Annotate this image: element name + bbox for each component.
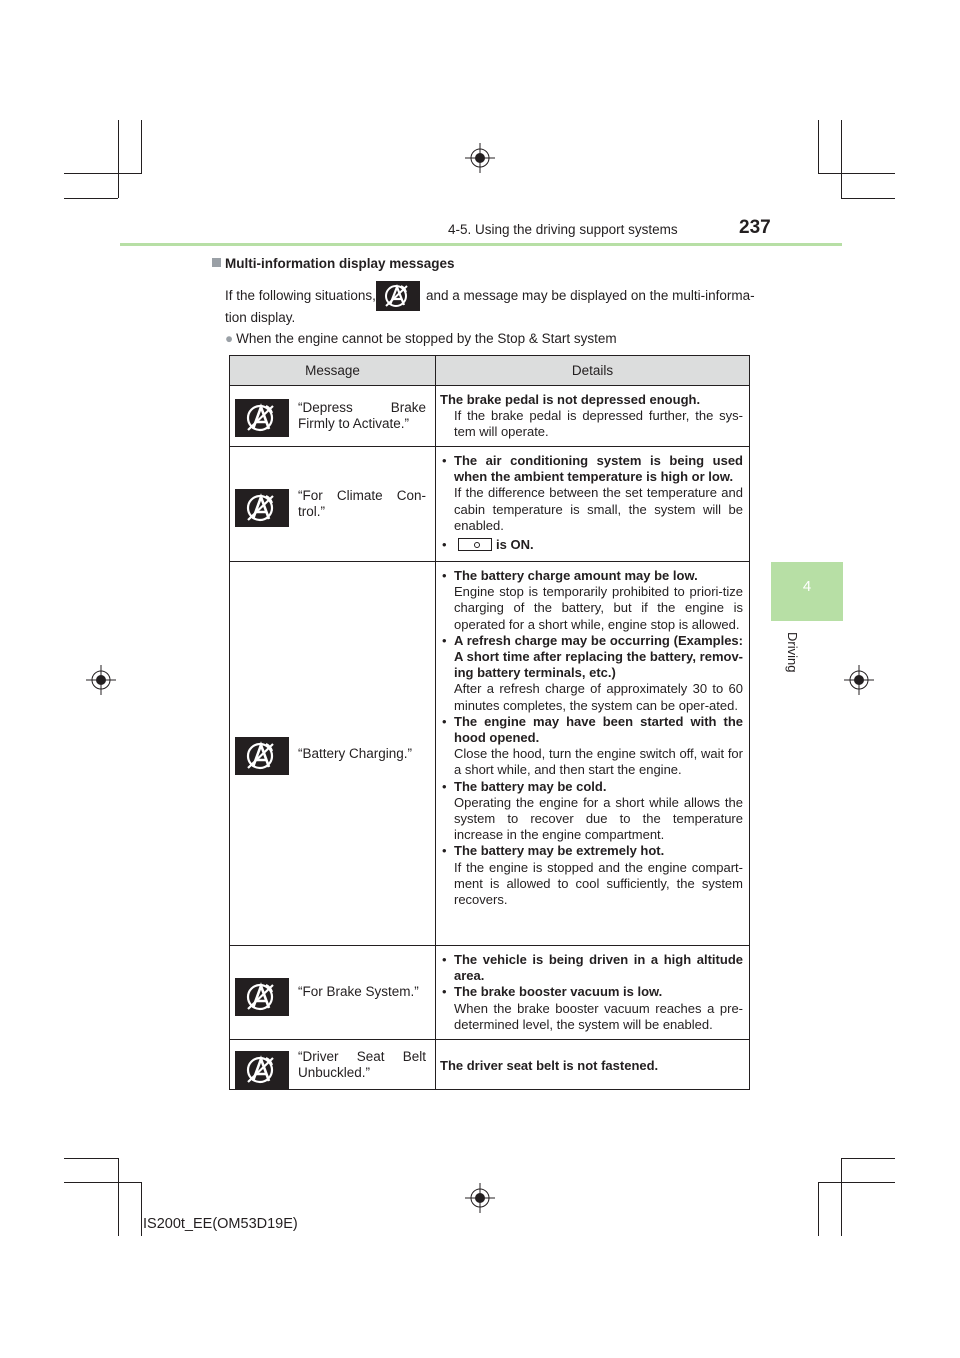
details-cell — [440, 568, 743, 908]
crop-mark — [64, 1158, 118, 1159]
section-title — [212, 256, 455, 271]
details-bold: The brake pedal is not depressed enough. — [440, 392, 701, 407]
stop-start-off-indicator-icon — [235, 399, 289, 437]
stop-start-off-indicator-icon — [235, 737, 289, 775]
crop-mark — [141, 1182, 142, 1236]
details-item: • The battery may be cold. Operating the engine for a short while allows the system to recover due to the temperature increase in the engine compartment. — [440, 779, 743, 844]
crop-mark — [141, 120, 142, 174]
details-cell — [440, 453, 743, 553]
details-bold: The driver seat belt is not fastened. — [440, 1058, 659, 1073]
message-text: “For Climate Con-trol.” — [298, 488, 426, 519]
chapter-number: 4 — [802, 578, 812, 595]
details-item: • is ON. — [440, 537, 743, 553]
message-text: “For Brake System.” — [298, 984, 419, 999]
message-text: “Driver Seat Belt Unbuckled.” — [298, 1049, 426, 1080]
crop-mark — [841, 120, 842, 198]
stop-start-off-indicator-icon — [235, 489, 289, 527]
stop-start-off-indicator-icon — [235, 978, 289, 1016]
row-divider — [230, 561, 749, 562]
document-code: IS200t_EE(OM53D19E) — [143, 1216, 298, 1232]
registration-mark-icon — [844, 665, 874, 695]
crop-mark — [841, 1158, 842, 1236]
intro-text-3: tion display. — [225, 310, 296, 325]
crop-mark — [818, 173, 895, 174]
registration-mark-icon — [86, 665, 116, 695]
row-divider — [230, 385, 749, 386]
condition-bullet — [225, 331, 617, 346]
registration-mark-icon — [465, 1183, 495, 1213]
row-divider — [230, 945, 749, 946]
crop-mark — [818, 120, 819, 174]
details-item: • The engine may have been started with the hood opened. Close the hood, turn the engine switch off, wait for a short while, and then start the engine. — [440, 714, 743, 779]
details-item: • The air conditioning system is being used when the ambient temperature is high or low. If the difference between the set temperature and cabin temperature is small, the system will be enabled. — [440, 453, 743, 534]
details-cell — [440, 952, 743, 1033]
section-title-text: Multi-information display messages — [225, 256, 455, 271]
section-header: 4-5. Using the driving support systems — [448, 222, 678, 237]
row-divider — [230, 1039, 749, 1040]
details-cell — [440, 392, 743, 441]
intro-text-2: and a message may be displayed on the multi-informa- — [426, 288, 755, 303]
intro-text-1: If the following situations, — [225, 288, 376, 303]
stop-start-off-indicator-icon — [376, 281, 420, 311]
stop-start-off-indicator-icon — [235, 1051, 289, 1089]
round-bullet-icon: ● — [225, 331, 234, 346]
crop-mark — [841, 198, 895, 199]
crop-mark — [841, 1158, 895, 1159]
crop-mark — [118, 1158, 119, 1236]
column-divider — [435, 356, 436, 1089]
chapter-label — [780, 632, 810, 702]
header-rule — [120, 243, 842, 246]
row-divider — [230, 446, 749, 447]
climate-switch-icon — [458, 538, 492, 551]
registration-mark-icon — [465, 143, 495, 173]
crop-mark — [64, 198, 118, 199]
page-number: 237 — [739, 217, 771, 238]
table-header-message: Message — [230, 356, 435, 385]
condition-text: When the engine cannot be stopped by the Stop & Start system — [236, 331, 617, 346]
details-item: • The vehicle is being driven in a high altitude area. — [440, 952, 743, 984]
details-item: • A refresh charge may be occurring (Examples: A short time after replacing the battery, remov-ing battery terminals, etc.) After a refresh charge of approximately 30 to 60 minutes completes, the system can be oper-ated. — [440, 633, 743, 714]
crop-mark — [64, 173, 141, 174]
crop-mark — [64, 1182, 141, 1183]
details-item: • The battery charge amount may be low. Engine stop is temporarily prohibited to priori-tize charging of the battery, but if the engine is operated for a short while, engine stop is allowed. — [440, 568, 743, 633]
square-bullet-icon — [212, 258, 221, 267]
details-item: • The battery may be extremely hot. If the engine is stopped and the engine compart-ment is allowed to cool sufficiently, the system recovers. — [440, 843, 743, 908]
chapter-label-text: Driving — [785, 632, 800, 673]
message-text: “Battery Charging.” — [298, 746, 413, 761]
messages-table — [229, 355, 750, 1090]
details-item: • The brake booster vacuum is low. When the brake booster vacuum reaches a pre-determined level, the system will be enabled. — [440, 984, 743, 1033]
details-text: If the brake pedal is depressed further, the sys-tem will operate. — [454, 408, 743, 440]
crop-mark — [818, 1182, 895, 1183]
details-cell — [440, 1058, 743, 1074]
message-text: “Depress Brake Firmly to Activate.” — [298, 400, 426, 431]
table-header-details: Details — [436, 356, 749, 385]
crop-mark — [818, 1182, 819, 1236]
crop-mark — [118, 120, 119, 198]
